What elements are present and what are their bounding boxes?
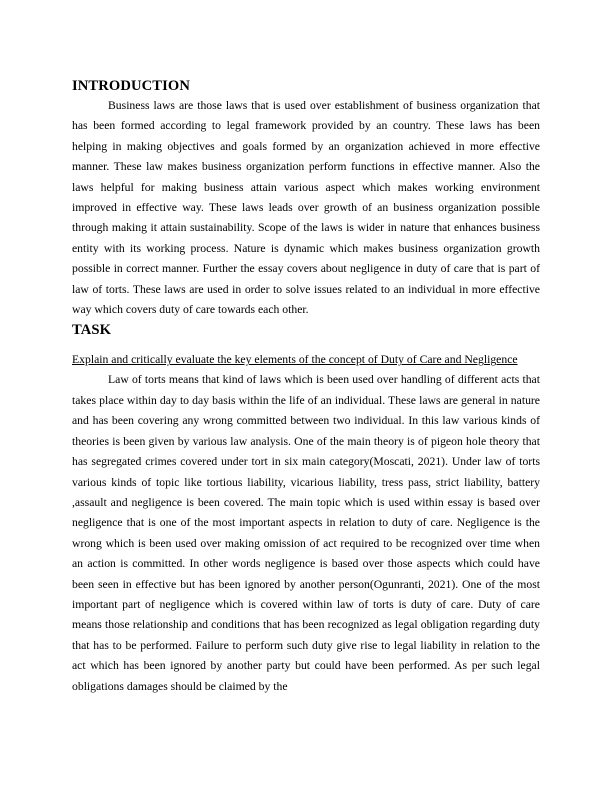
- task-subheading: Explain and critically evaluate the key elements of the concept of Duty of Care and Negligence: [72, 353, 518, 367]
- page-content: [72, 76, 540, 697]
- task-paragraph: Law of torts means that kind of laws which is been used over handling of different acts that takes place within day to day basis within the life of an individual. These laws are general in nature and has been covering any wrong committed between two individual. In this law various kinds of theories is been given by various law analysis. One of the main theory is of pigeon hole theory that has segregated crimes covered under tort in six main category(Moscati, 2021). Under law of torts various kinds of topic like tortious liability, vicarious liability, tress pass, strict liability, battery ,assault and negligence is been covered. The main topic which is used within essay is based over negligence that is one of the most important aspects in relation to duty of care. Negligence is the wrong which is been used over making omission of act required to be recognized over time when an action is committed. In other words negligence is based over those aspects which could have been seen in effective but has been ignored by another person(Ogunranti, 2021). One of the most important part of negligence which is covered within law of torts is duty of care. Duty of care means those relationship and conditions that has been recognized as legal obligation regarding duty that has to be performed. Failure to perform such duty give rise to legal liability in relation to the act which has been ignored by another party but could have been performed. As per such legal obligations damages should be claimed by the: [72, 373, 540, 693]
- introduction-heading: INTRODUCTION: [72, 78, 190, 94]
- task-heading: TASK: [72, 322, 112, 339]
- introduction-paragraph: Business laws are those laws that is used over establishment of business organization that has been formed according to legal framework provided by an country. These laws has been helping in making objectives and goals formed by an organization achieved in more effective manner. These law makes business organization perform functions in effective manner. Also the laws helpful for making business attain various aspect which makes working environment improved in effective way. These laws leads over growth of an business organization possible through making it attain sustainability. Scope of the laws is wider in nature that enhances business entity with its working process. Nature is dynamic which makes business organization growth possible in correct manner. Further the essay covers about negligence in duty of care that is part of law of torts. These laws are used in order to solve issues related to an individual in more effective way which covers duty of care towards each other.: [72, 99, 540, 317]
